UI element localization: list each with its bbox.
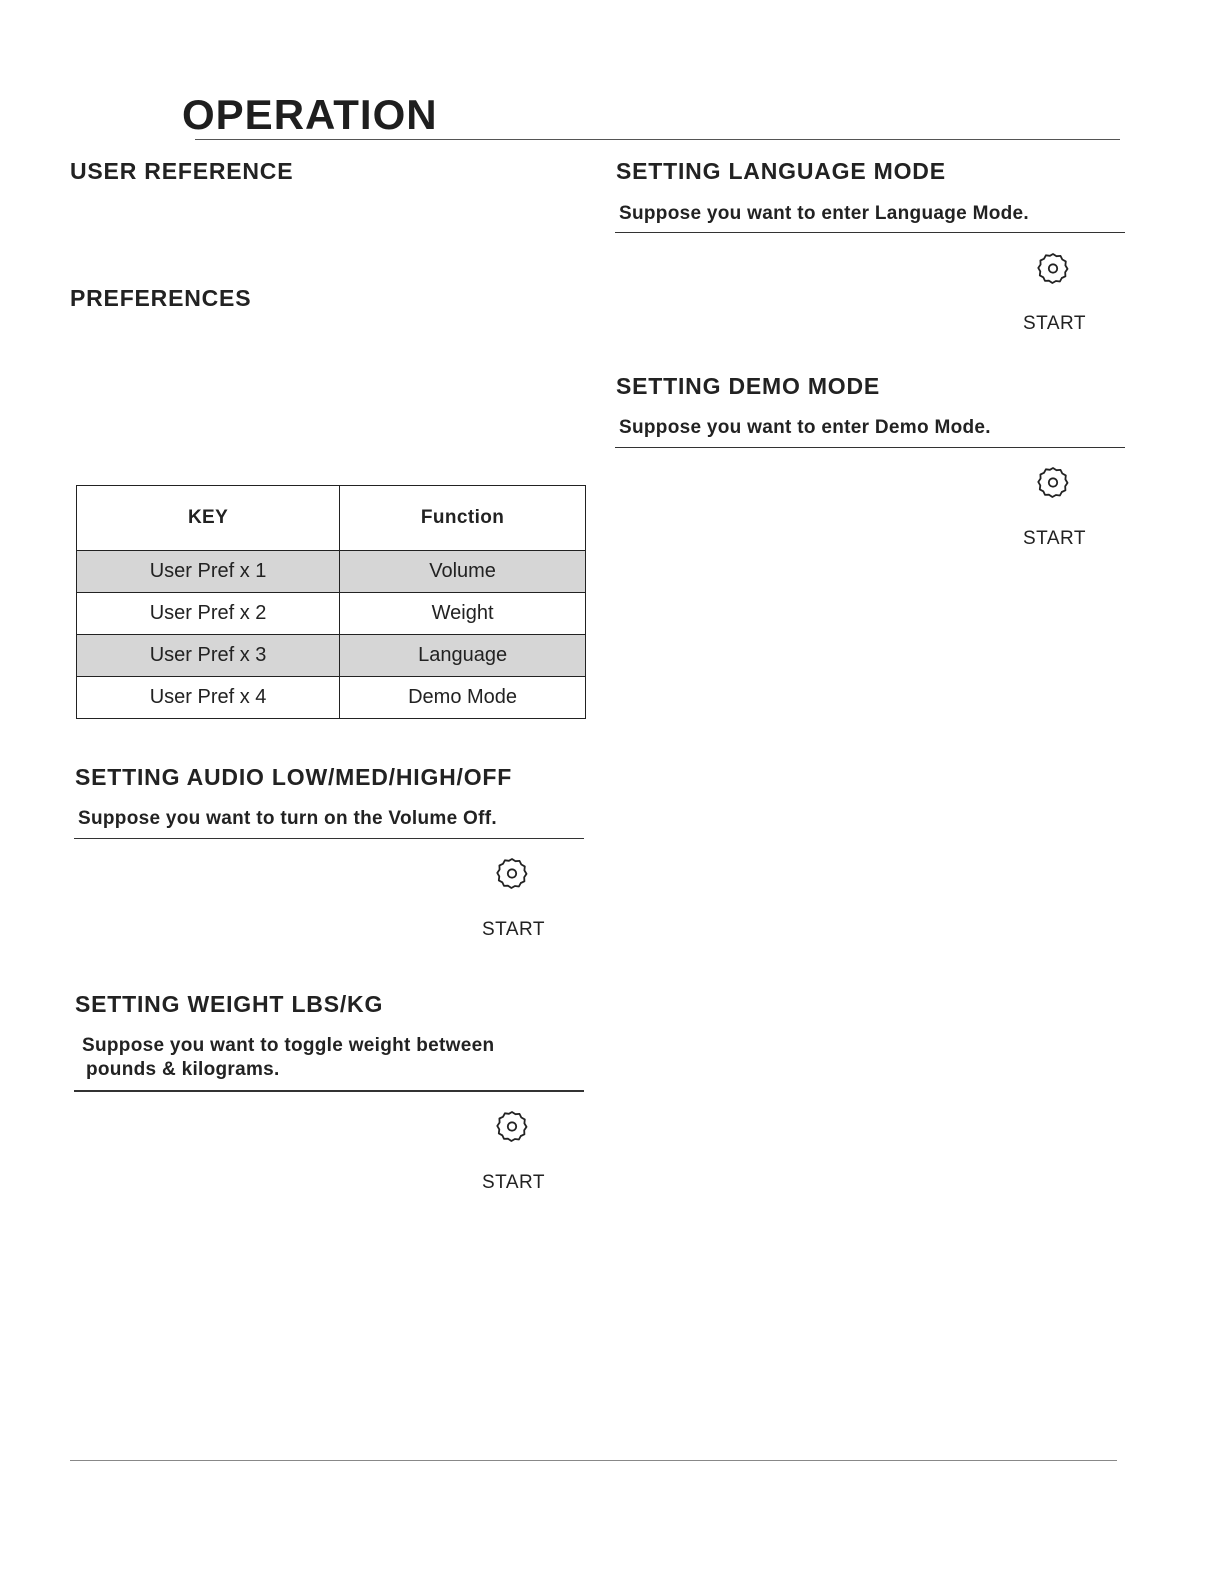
table-row xyxy=(77,635,586,677)
footer-divider xyxy=(70,1460,1117,1461)
audio-heading: SETTING AUDIO LOW/MED/HIGH/OFF xyxy=(75,764,513,790)
table-row xyxy=(77,593,586,635)
table-header-function: Function xyxy=(340,486,586,551)
table-cell-key: User Pref x 3 xyxy=(77,635,340,677)
start-label: START xyxy=(1023,313,1087,334)
gear-icon xyxy=(496,857,528,889)
table-cell-function: Language xyxy=(340,635,586,677)
language-divider xyxy=(615,232,1125,233)
preferences-heading: PREFERENCES xyxy=(70,285,252,311)
weight-divider xyxy=(74,1090,584,1092)
table-cell-key: User Pref x 4 xyxy=(77,677,340,719)
audio-instruction: Suppose you want to turn on the Volume Off. xyxy=(78,808,497,829)
start-label: START xyxy=(482,919,546,940)
start-label: START xyxy=(482,1172,546,1193)
table-cell-key: User Pref x 1 xyxy=(77,551,340,593)
table-row xyxy=(77,677,586,719)
table-cell-key: User Pref x 2 xyxy=(77,593,340,635)
page-title: OPERATION xyxy=(182,91,438,138)
table-cell-function: Weight xyxy=(340,593,586,635)
gear-icon xyxy=(496,1110,528,1142)
table-cell-function: Volume xyxy=(340,551,586,593)
gear-icon xyxy=(1037,466,1069,498)
weight-instruction-line2: pounds & kilograms. xyxy=(86,1059,280,1080)
demo-divider xyxy=(615,447,1125,448)
gear-icon xyxy=(1037,252,1069,284)
preferences-table xyxy=(76,485,586,719)
demo-heading: SETTING DEMO MODE xyxy=(616,373,881,399)
user-reference-heading: USER REFERENCE xyxy=(70,158,294,184)
language-instruction: Suppose you want to enter Language Mode. xyxy=(619,203,1029,224)
table-header-row xyxy=(77,486,586,551)
weight-heading: SETTING WEIGHT LBS/KG xyxy=(75,991,384,1017)
title-divider xyxy=(195,139,1120,140)
start-label: START xyxy=(1023,528,1087,549)
table-header-key: KEY xyxy=(77,486,340,551)
table-row xyxy=(77,551,586,593)
weight-instruction-line1: Suppose you want to toggle weight between xyxy=(82,1035,495,1056)
demo-instruction: Suppose you want to enter Demo Mode. xyxy=(619,417,991,438)
language-heading: SETTING LANGUAGE MODE xyxy=(616,158,946,184)
audio-divider xyxy=(74,838,584,839)
table-cell-function: Demo Mode xyxy=(340,677,586,719)
